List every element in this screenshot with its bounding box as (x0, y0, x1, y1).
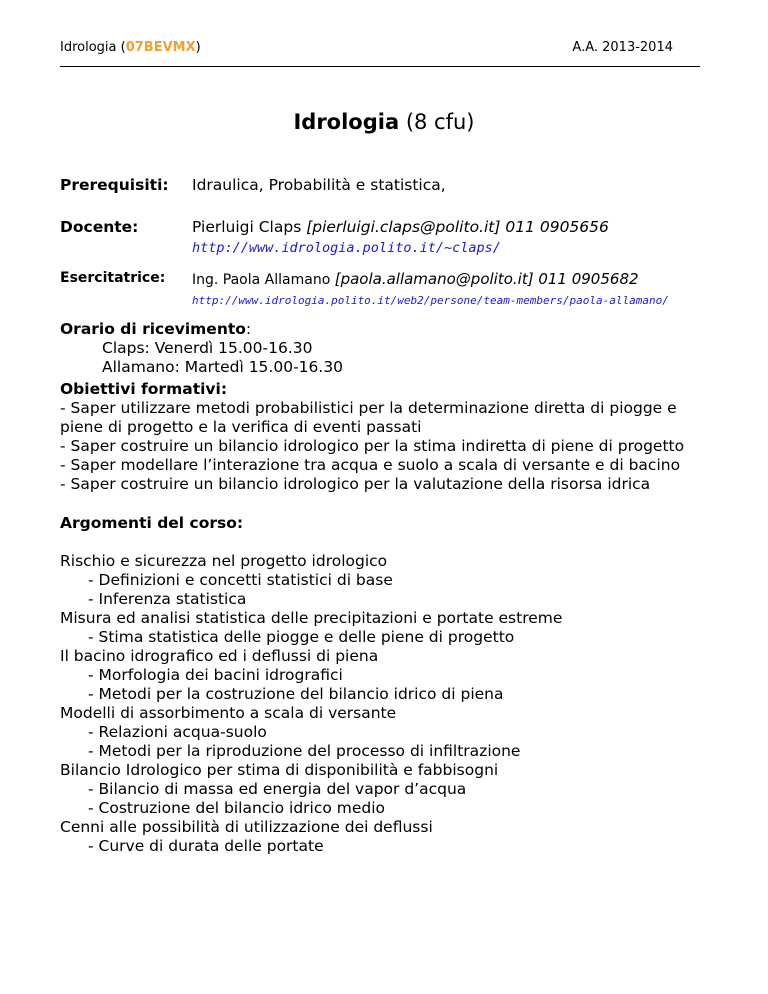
docente-contact: [pierluigi.claps@polito.it] 011 0905656 (306, 218, 609, 236)
topic-title: Bilancio Idrologico per stima di disponibilità e fabbisogni (60, 761, 499, 779)
prerequisiti-value: Idraulica, Probabilità e statistica, (192, 176, 446, 194)
header-course-prefix: Idrologia ( (60, 40, 126, 55)
topic-subitem: - Curve di durata delle portate (88, 837, 324, 855)
topic-subitem: - Bilancio di massa ed energia del vapor d’acqua (88, 780, 467, 798)
topic-subitem: - Relazioni acqua-suolo (88, 723, 267, 741)
obiettivi-line: - Saper modellare l’interazione tra acqua e suolo a scala di versante e di bacino (60, 456, 681, 474)
orario-heading: Orario di ricevimento (60, 320, 246, 338)
topic-subitem: - Metodi per la riproduzione del processo di infiltrazione (88, 742, 521, 760)
esercitatrice-name: Ing. Paola Allamano (192, 272, 335, 288)
obiettivi-line: - Saper costruire un bilancio idrologico per la valutazione della risorsa idrica (60, 475, 651, 493)
topic-subitem: - Morfologia dei bacini idrografici (88, 666, 343, 684)
header-course (60, 40, 201, 55)
obiettivi-section (60, 380, 730, 494)
obiettivi-line: - Saper costruire un bilancio idrologico per la stima indiretta di piene di progetto (60, 437, 685, 455)
orario-section (60, 320, 730, 377)
argomenti-heading: Argomenti del corso: (60, 514, 244, 532)
orario-line: Allamano: Martedì 15.00-16.30 (102, 358, 344, 376)
docente-value (192, 218, 609, 236)
topic-title: Il bacino idrografico ed i deflussi di piena (60, 647, 379, 665)
topic-title: Cenni alle possibilità di utilizzazione dei deflussi (60, 818, 433, 836)
page-title (0, 110, 768, 134)
esercitatrice-label: Esercitatrice: (60, 270, 166, 286)
obiettivi-heading: Obiettivi formativi: (60, 380, 228, 398)
esercitatrice-value (192, 270, 639, 288)
topic-subitem: - Metodi per la costruzione del bilancio idrico di piena (88, 685, 504, 703)
academic-year: A.A. 2013-2014 (572, 40, 673, 55)
argomenti-section (60, 514, 730, 856)
esercitatrice-contact: [paola.allamano@polito.it] 011 0905682 (334, 270, 639, 288)
orario-line: Claps: Venerdì 15.00-16.30 (102, 339, 313, 357)
docente-label: Docente: (60, 218, 139, 236)
esercitatrice-url[interactable]: http://www.idrologia.polito.it/web2/persone/team-members/paola-allamano/ (192, 294, 669, 307)
obiettivi-line: piene di progetto e la verifica di eventi passati (60, 418, 422, 436)
docente-name: Pierluigi Claps (192, 218, 307, 236)
topic-title: Misura ed analisi statistica delle precipitazioni e portate estreme (60, 609, 563, 627)
page-title-sub: (8 cfu) (405, 110, 475, 134)
topic-title: Rischio e sicurezza nel progetto idrologico (60, 552, 388, 570)
topic-subitem: - Stima statistica delle piogge e delle piene di progetto (88, 628, 515, 646)
obiettivi-line: - Saper utilizzare metodi probabilistici per la determinazione diretta di piogge e (60, 399, 677, 417)
topic-subitem: - Costruzione del bilancio idrico medio (88, 799, 386, 817)
header-course-suffix: ) (195, 40, 201, 55)
docente-url[interactable]: http://www.idrologia.polito.it/~claps/ (192, 240, 501, 256)
topic-subitem: - Inferenza statistica (88, 590, 247, 608)
orario-colon: : (245, 320, 252, 338)
prerequisiti-label: Prerequisiti: (60, 176, 169, 194)
page-title-main: Idrologia (293, 110, 400, 134)
topic-title: Modelli di assorbimento a scala di versante (60, 704, 397, 722)
course-code: 07BEVMX (125, 40, 196, 55)
header-divider (60, 66, 700, 67)
topic-subitem: - Definizioni e concetti statistici di base (88, 571, 393, 589)
